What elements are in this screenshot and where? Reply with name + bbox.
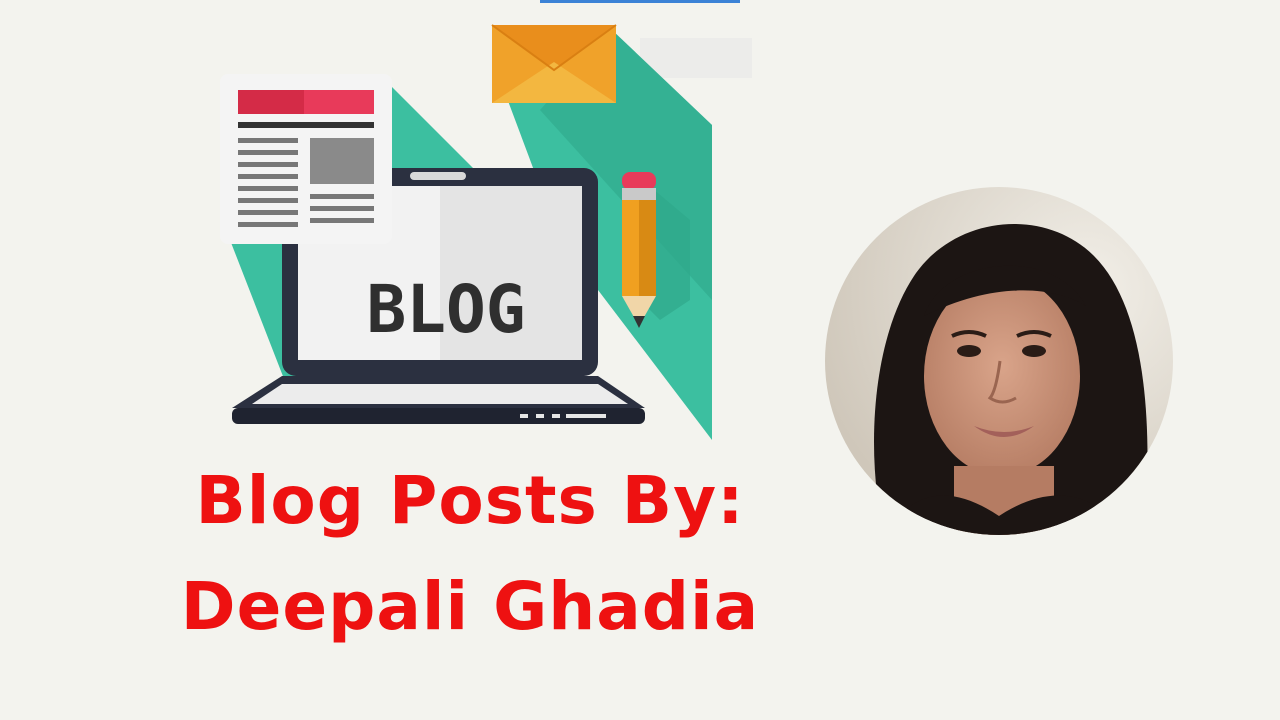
faint-box-decoration xyxy=(640,38,752,78)
author-name: Deepali Ghadia xyxy=(180,567,760,645)
headline xyxy=(150,448,790,659)
laptop-screen-text: BLOG xyxy=(366,271,526,348)
left-eye xyxy=(957,345,981,357)
top-bar-decoration xyxy=(540,0,740,3)
right-eye xyxy=(1022,345,1046,357)
author-portrait xyxy=(824,186,1174,536)
headline-line-1: Blog Posts By: xyxy=(195,462,745,539)
envelope-icon xyxy=(492,25,616,103)
newspaper-icon xyxy=(220,74,392,244)
face xyxy=(924,276,1080,476)
